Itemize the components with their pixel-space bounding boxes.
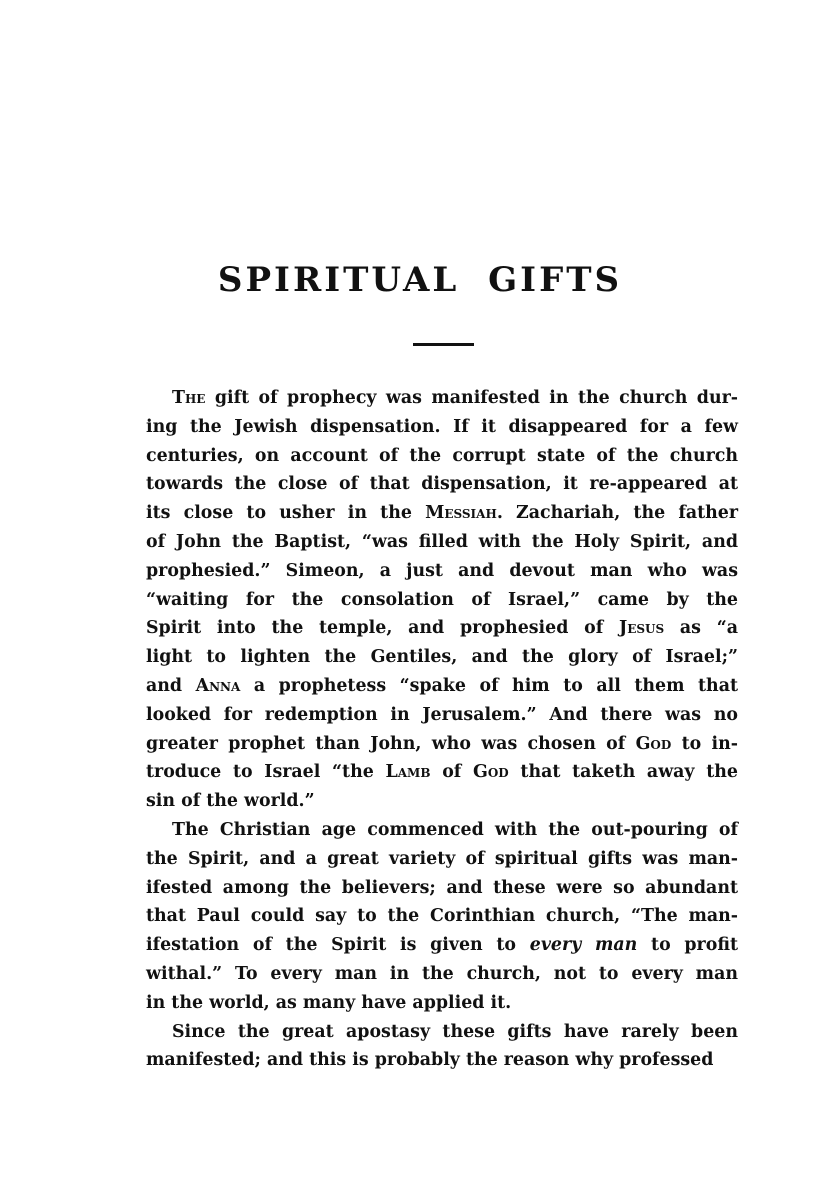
text-line xyxy=(146,787,738,816)
text-run: troduce to Israel “the xyxy=(146,762,386,783)
text-line xyxy=(146,557,738,586)
small-caps-word: God xyxy=(473,762,509,783)
italic-text: every man xyxy=(529,935,638,956)
text-run: looked for redemption in Jerusalem.” And there was no xyxy=(146,704,738,725)
text-line xyxy=(146,413,738,442)
text-run: that taketh away the xyxy=(508,762,738,783)
text-run: towards the close of that dispensation, it re-appeared at xyxy=(146,474,738,495)
text-run: greater prophet than John, who was chosen of xyxy=(146,733,636,754)
text-run: of John the Baptist, “was filled with the Holy Spirit, and xyxy=(146,531,738,552)
body-text xyxy=(146,384,738,1075)
text-run: ifestation of the Spirit is given to xyxy=(146,935,530,956)
text-line xyxy=(146,758,738,787)
text-line xyxy=(146,874,738,903)
text-line xyxy=(146,701,738,730)
paragraph xyxy=(146,816,738,1018)
small-caps-word: Lamb xyxy=(385,762,431,783)
text-line xyxy=(146,845,738,874)
small-caps-word: God xyxy=(635,733,672,754)
paragraph xyxy=(146,1018,738,1076)
text-line xyxy=(146,730,738,759)
text-run: Since the great apostasy these gifts have rarely been xyxy=(172,1021,738,1042)
text-line xyxy=(146,442,738,471)
text-run: “waiting for the consolation of Israel,” came by the xyxy=(146,589,738,610)
text-run: The Christian age commenced with the out-pouring of xyxy=(172,819,738,840)
page-title: SPIRITUAL GIFTS xyxy=(217,260,623,300)
text-line xyxy=(146,989,738,1018)
text-line xyxy=(146,586,738,615)
text-run: Spirit into the temple, and prophesied of xyxy=(146,618,619,639)
text-line xyxy=(146,1046,738,1075)
text-line xyxy=(146,816,738,845)
text-line xyxy=(146,499,738,528)
text-run: as “a xyxy=(664,618,738,639)
text-run: manifested; and this is probably the reason why professed xyxy=(146,1050,714,1071)
text-line xyxy=(146,528,738,557)
text-run: and xyxy=(146,675,196,696)
text-run: its close to usher in the xyxy=(146,503,426,524)
text-line xyxy=(146,902,738,931)
text-run: gift of prophecy was manifested in the church dur- xyxy=(205,388,738,408)
text-line xyxy=(146,1018,738,1047)
text-line xyxy=(146,960,738,989)
text-run: in the world, as many have applied it. xyxy=(146,992,512,1013)
text-run: the Spirit, and a great variety of spiritual gifts was man- xyxy=(146,848,738,869)
text-run: to profit xyxy=(637,935,738,956)
text-run: to in- xyxy=(671,733,738,754)
text-run: ing the Jewish dispensation. If it disappeared for a few xyxy=(146,416,738,437)
text-run: ifested among the believers; and these were so abundant xyxy=(146,877,738,898)
text-line xyxy=(146,470,738,499)
text-run: of xyxy=(430,762,473,783)
text-line xyxy=(146,643,738,672)
text-run: a prophetess “spake of him to all them that xyxy=(240,675,738,696)
text-run: that Paul could say to the Corinthian church, “The man- xyxy=(146,906,738,927)
text-line xyxy=(146,614,738,643)
small-caps-word: Anna xyxy=(195,675,241,696)
text-run: light to lighten the Gentiles, and the glory of Israel;” xyxy=(146,647,738,668)
text-run: sin of the world.” xyxy=(146,791,315,812)
title-rule xyxy=(413,343,474,346)
text-line xyxy=(146,931,738,960)
text-line xyxy=(146,672,738,701)
text-line xyxy=(146,384,738,413)
text-run: centuries, on account of the corrupt state of the church xyxy=(146,445,738,466)
text-run: . Zachariah, the father xyxy=(496,503,738,524)
paragraph xyxy=(146,384,738,816)
small-caps-word: Messiah xyxy=(425,503,497,524)
text-run: withal.” To every man in the church, not to every man xyxy=(146,963,738,984)
small-caps-word: The xyxy=(172,388,206,408)
small-caps-word: Jesus xyxy=(618,618,665,639)
text-run: prophesied.” Simeon, a just and devout man who was xyxy=(146,560,738,581)
